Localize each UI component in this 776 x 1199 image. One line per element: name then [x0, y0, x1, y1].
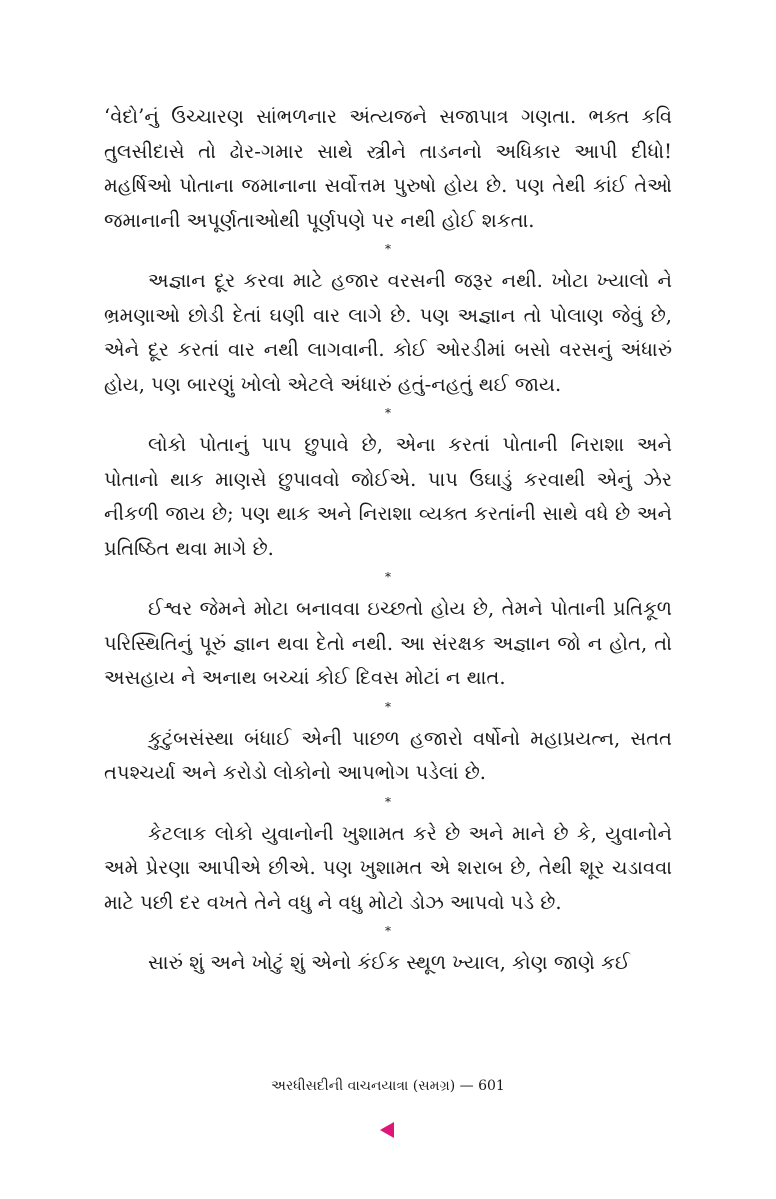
section-separator: *	[385, 570, 391, 584]
page-body	[104, 100, 672, 981]
section-separator: *	[385, 699, 391, 714]
paragraph-2: અજ્ઞાન દૂર કરવા માટે હજાર વરસની જરૂર નથી. ખોટા ખ્યાલો ને ભ્રમણાઓ છોડી દેતાં ઘણી વાર લાગે છે. પણ અજ્ઞાન તો પોલાણ જેવું છે, એને દૂર કરતાં વાર નથી લાગવાની. કોઈ ઓરડીમાં બસો વરસનું અંધારું હોય, પણ બારણું ખોલો એટલે અંધારું હતું-નહતું થઈ જાય.	[104, 269, 672, 396]
section-separator: *	[385, 924, 391, 938]
paragraph-7: સારું શું અને ખોટું શું એનો કંઈક સ્થૂળ ખ્યાલ, કોણ જાણે કઈ	[148, 951, 630, 974]
page-number: 601	[478, 1078, 505, 1094]
paragraph-3: લોકો પોતાનું પાપ છુપાવે છે, એના કરતાં પોતાની નિરાશા અને પોતાનો થાક માણસે છુપાવવો જોઈએ. પાપ ઉઘાડું કરવાથી એનું ઝેર નીકળી જાય છે; પણ થાક અને નિરાશા વ્યક્ત કરતાંની સાથે વધે છે અને પ્રતિષ્ઠિત થવા માગે છે.	[104, 433, 672, 560]
section-separator: *	[385, 406, 391, 420]
footer-dash: —	[459, 1078, 474, 1094]
section-separator: *	[385, 242, 391, 256]
paragraph-1: ‘વેદો’નું ઉચ્ચારણ સાંભળનાર અંત્યજને સજાપાત્ર ગણતા. ભક્ત કવિ તુલસીદાસે તો ઢોર-ગમાર સાથે સ્ત્રીને તાડનનો અધિકાર આપી દીધો! મહર્ષિઓ પોતાના જમાનાના સર્વોત્તમ પુરુષો હોય છે. પણ તેથી કાંઈ તેઓ જમાનાની અપૂર્ણતાઓથી પૂર્ણપણે પર નથી હોઈ શકતા.	[104, 105, 672, 232]
section-separator: *	[385, 794, 391, 809]
paragraph-5: કુટુંબસંસ્થા બંધાઈ એની પાછળ હજારો વર્ષોનો મહાપ્રયત્ન, સતત તપશ્ચર્યા અને કરોડો લોકોનો આપભોગ પડેલાં છે.	[104, 726, 672, 784]
paragraph-6: કેટલાક લોકો યુવાનોની ખુશામત કરે છે અને માને છે કે, યુવાનોને અમે પ્રેરણા આપીએ છીએ. પણ ખુશામત એ શરાબ છે, તેથી શૂર ચડાવવા માટે પછી દર વખતે તેને વધુ ને વધુ મોટો ડોઝ આપવો પડે છે.	[104, 821, 672, 914]
paragraph-4: ઈશ્વર જેમને મોટા બનાવવા ઇચ્છતો હોય છે, તેમને પોતાની પ્રતિકૂળ પરિસ્થિતિનું પૂરું જ્ઞાન થવા દેતો નથી. આ સંરક્ષક અજ્ઞાન જો ન હોત, તો અસહાય ને અનાથ બચ્ચાં કોઈ દિવસ મોટાં ન થાત.	[104, 597, 672, 689]
page-footer	[0, 1076, 776, 1096]
footer-book-title: અરધીસદીની વાચનયાત્રા (સમગ્ર)	[271, 1078, 456, 1094]
page-marker-arrow-icon	[380, 1122, 394, 1138]
